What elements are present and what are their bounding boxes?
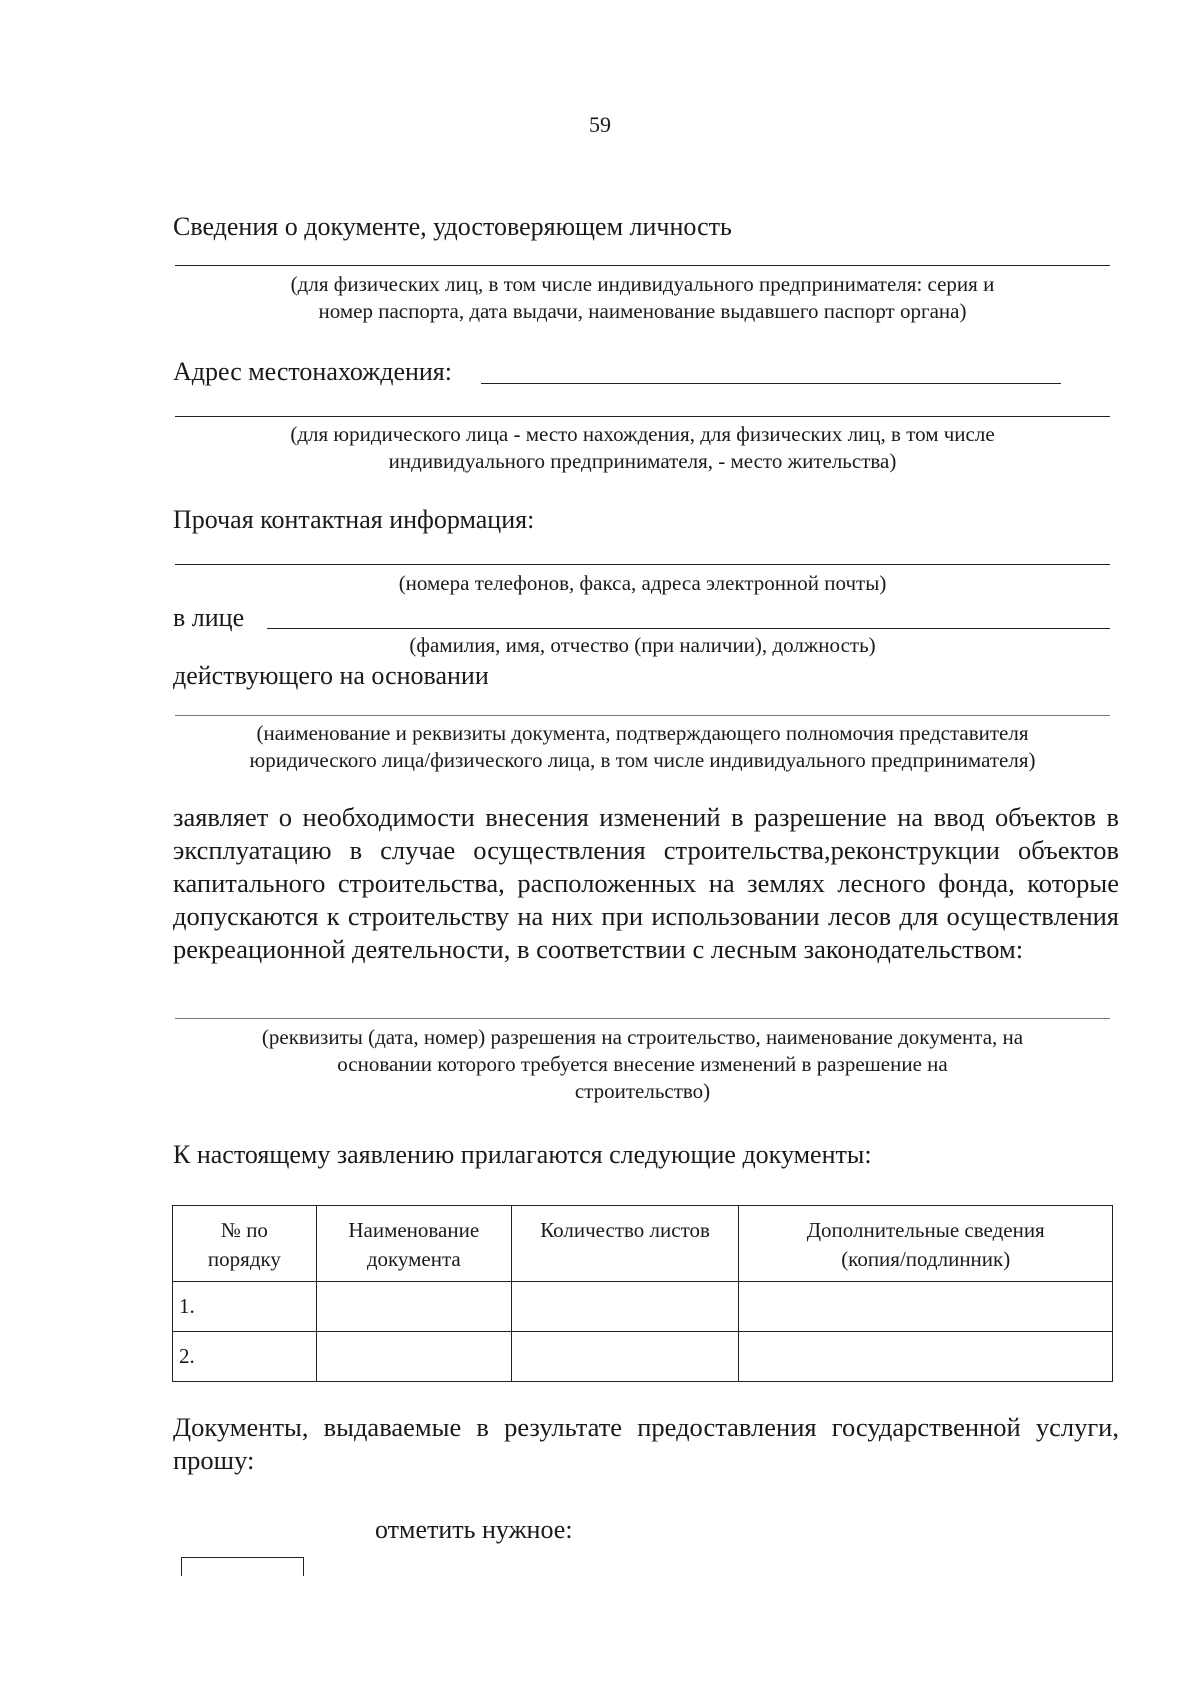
- address-field-line-2[interactable]: [175, 416, 1110, 417]
- header-name: [316, 1206, 511, 1282]
- header-extra: [739, 1206, 1113, 1282]
- delivery-paragraph: Документы, выдаваемые в результате предоставления государственной услуги, прошу:: [173, 1412, 1119, 1475]
- header-name-line2: документа: [366, 1247, 461, 1271]
- address-caption-line2: индивидуального предпринимателя, - место жительства): [388, 449, 897, 473]
- row-extra-cell[interactable]: [739, 1332, 1113, 1382]
- statement-caption-line3: строительство): [574, 1079, 711, 1103]
- basis-field-line[interactable]: [175, 715, 1110, 716]
- row-sheets-cell[interactable]: [511, 1282, 739, 1332]
- row-extra-cell[interactable]: [739, 1282, 1113, 1332]
- identity-caption-line2: номер паспорта, дата выдачи, наименование выдавшего паспорт органа): [318, 299, 967, 323]
- header-number-line1: № по: [220, 1218, 268, 1242]
- statement-paragraph: заявляет о необходимости внесения изменений в разрешение на ввод объектов в эксплуатацию в случае осуществления строительства,реконструкции объектов капитального строительства, расположенных на землях лесного фонда, которые допускаются к строительству на них при использовании лесов для осуществления рекреационной деятельности, в соответствии с лесным законодательством:: [173, 802, 1119, 964]
- representative-caption: (фамилия, имя, отчество (при наличии), должность): [409, 633, 876, 657]
- identity-caption-line1: (для физических лиц, в том числе индивидуального предпринимателя: серия и: [290, 272, 995, 296]
- basis-caption: [175, 720, 1110, 774]
- identity-label: Сведения о документе, удостоверяющем личность: [173, 212, 732, 241]
- statement-field-line[interactable]: [175, 1018, 1110, 1019]
- representative-field-line[interactable]: [267, 628, 1110, 629]
- header-name-line1: Наименование: [348, 1218, 480, 1242]
- header-extra-line1: Дополнительные сведения: [806, 1218, 1045, 1242]
- contacts-label: Прочая контактная информация:: [173, 505, 535, 534]
- statement-caption-line2: основании которого требуется внесение изменений в разрешение на: [337, 1052, 948, 1076]
- identity-caption: [175, 271, 1110, 325]
- row-sheets-cell[interactable]: [511, 1332, 739, 1382]
- statement-caption: [175, 1024, 1110, 1105]
- row-number: 2.: [173, 1332, 317, 1382]
- delivery-option-checkbox[interactable]: [181, 1557, 304, 1576]
- row-name-cell[interactable]: [316, 1282, 511, 1332]
- row-name-cell[interactable]: [316, 1332, 511, 1382]
- address-caption-line1: (для юридического лица - место нахождения, для физических лиц, в том числе: [290, 422, 995, 446]
- mark-label: отметить нужное:: [375, 1515, 573, 1544]
- address-label: Адрес местонахождения:: [173, 357, 452, 386]
- attachments-table: [172, 1205, 1113, 1382]
- statement-caption-line1: (реквизиты (дата, номер) разрешения на строительство, наименование документа, на: [261, 1025, 1024, 1049]
- table-row: [173, 1282, 1113, 1332]
- basis-caption-line2: юридического лица/физического лица, в том числе индивидуального предпринимателя): [249, 748, 1036, 772]
- table-header-row: [173, 1206, 1113, 1282]
- header-sheets: [511, 1206, 739, 1282]
- basis-caption-line1: (наименование и реквизиты документа, подтверждающего полномочия представителя: [256, 721, 1029, 745]
- page-number: 59: [589, 112, 611, 137]
- header-sheets-label: Количество листов: [540, 1218, 710, 1242]
- basis-label: действующего на основании: [173, 661, 489, 690]
- table-row: [173, 1332, 1113, 1382]
- contacts-caption: (номера телефонов, факса, адреса электронной почты): [398, 571, 887, 595]
- representative-label: в лице: [173, 603, 245, 632]
- attachments-heading: К настоящему заявлению прилагаются следующие документы:: [173, 1140, 872, 1169]
- row-number: 1.: [173, 1282, 317, 1332]
- header-number: [173, 1206, 317, 1282]
- address-caption: [175, 421, 1110, 475]
- address-field-line[interactable]: [481, 383, 1061, 384]
- identity-field-line[interactable]: [175, 265, 1110, 266]
- header-number-line2: порядку: [207, 1247, 281, 1271]
- header-extra-line2: (копия/подлинник): [841, 1247, 1011, 1271]
- contacts-field-line[interactable]: [175, 564, 1110, 565]
